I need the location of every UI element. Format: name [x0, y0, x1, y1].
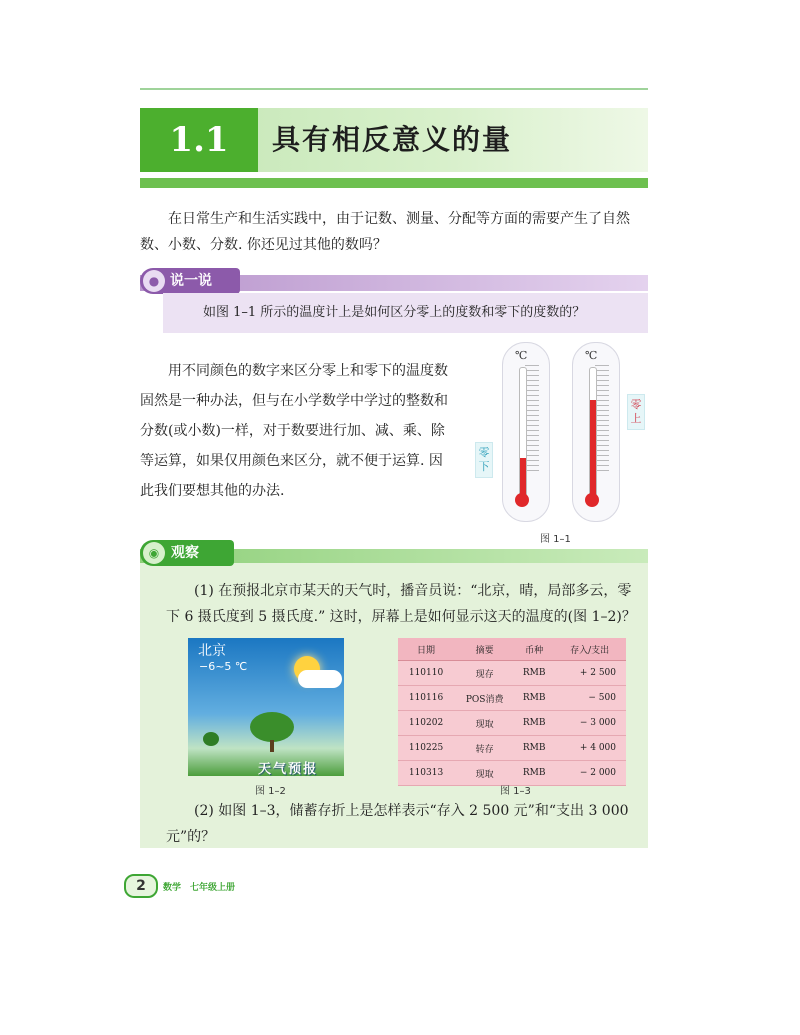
- section-number: 1.1: [169, 120, 229, 160]
- speech-bubble-icon: ●: [143, 270, 165, 292]
- column-header-summary: 摘要: [454, 638, 515, 661]
- table-row: [398, 736, 626, 761]
- thermometer-scale: [595, 365, 609, 475]
- cell-date: 110313: [398, 761, 454, 786]
- observe-section-label: 观察: [171, 545, 199, 561]
- below-zero-label: 零下: [475, 442, 493, 478]
- intro-paragraph: 在日常生产和生活实践中，由于记数、测量、分配等方面的需要产生了自然数、小数、分数. 你还见过其他的数吗？: [140, 211, 630, 253]
- cell-currency: RMB: [515, 686, 553, 711]
- mercury-column: [520, 458, 526, 496]
- header-rule: [140, 88, 648, 90]
- thermometer-bulb: [515, 493, 529, 507]
- title-underline-bar: [140, 178, 648, 188]
- cell-currency: RMB: [515, 661, 553, 686]
- cell-amount: + 4 000: [553, 736, 626, 761]
- cell-date: 110116: [398, 686, 454, 711]
- weather-temperature: −6~5 ℃: [199, 660, 248, 673]
- column-header-amount: 存入/支出: [553, 638, 626, 661]
- thermometer-below-zero: [502, 342, 550, 522]
- cell-currency: RMB: [515, 761, 553, 786]
- table-header-row: [398, 638, 626, 661]
- thermometer-tube: [519, 367, 527, 497]
- section-title: 具有相反意义的量: [272, 123, 513, 156]
- book-title-footer: 数学 七年级上册: [163, 883, 236, 893]
- above-zero-label: 零上: [627, 394, 645, 430]
- cell-date: 110110: [398, 661, 454, 686]
- table-row: [398, 711, 626, 736]
- talk-question: 如图 1–1 所示的温度计上是如何区分零上的度数和零下的度数的？: [203, 305, 586, 320]
- celsius-unit-label: ℃: [585, 349, 598, 362]
- question-1: (1) 在预报北京市某天的天气时，播音员说：“北京，晴，局部多云，零下 6 摄氏度到 5 摄氏度.” 这时，屏幕上是如何显示这天的温度的(图 1–2)？: [166, 583, 636, 625]
- column-header-date: 日期: [398, 638, 454, 661]
- cell-amount: − 2 000: [553, 761, 626, 786]
- weather-city: 北京: [198, 643, 226, 659]
- thermometer-paragraph: 用不同颜色的数字来区分零上和零下的温度数固然是一种办法，但与在小学数学中学过的整数和分数(或小数)一样，对于数要进行加、减、乘、除等运算，如果仅用颜色来区分，就不便于运算. 因此我们要想其他的办法.: [140, 363, 448, 499]
- celsius-unit-label: ℃: [515, 349, 528, 362]
- cell-summary: 现存: [454, 661, 515, 686]
- cell-date: 110202: [398, 711, 454, 736]
- figure-1-3-caption: 图 1–3: [500, 786, 531, 797]
- cell-amount: − 500: [553, 686, 626, 711]
- page-number: 2: [136, 878, 146, 894]
- cell-summary: 转存: [454, 736, 515, 761]
- passbook-table: [398, 638, 626, 786]
- tree-icon: [250, 712, 294, 742]
- thermometer-tube: [589, 367, 597, 497]
- cell-amount: + 2 500: [553, 661, 626, 686]
- cell-currency: RMB: [515, 711, 553, 736]
- mercury-column: [590, 400, 596, 496]
- tree-trunk: [270, 740, 274, 752]
- eye-icon: ◉: [143, 542, 165, 564]
- thermometer-bulb: [585, 493, 599, 507]
- cell-amount: − 3 000: [553, 711, 626, 736]
- talk-section-label: 说一说: [170, 273, 212, 289]
- column-header-currency: 币种: [515, 638, 553, 661]
- weather-brand: 天气预报: [258, 762, 319, 777]
- cell-summary: POS消费: [454, 686, 515, 711]
- thermometer-above-zero: [572, 342, 620, 522]
- table-row: [398, 661, 626, 686]
- figure-1-2-caption: 图 1–2: [255, 786, 286, 797]
- cloud-icon: [298, 670, 342, 688]
- figure-1-1-caption: 图 1–1: [540, 534, 571, 545]
- thermometer-scale: [525, 365, 539, 475]
- cell-summary: 现取: [454, 761, 515, 786]
- cell-summary: 现取: [454, 711, 515, 736]
- table-row: [398, 686, 626, 711]
- tree-icon: [203, 732, 219, 746]
- cell-currency: RMB: [515, 736, 553, 761]
- cell-date: 110225: [398, 736, 454, 761]
- question-2: (2) 如图 1–3，储蓄存折上是怎样表示“存入 2 500 元”和“支出 3 000 元”的？: [166, 803, 629, 845]
